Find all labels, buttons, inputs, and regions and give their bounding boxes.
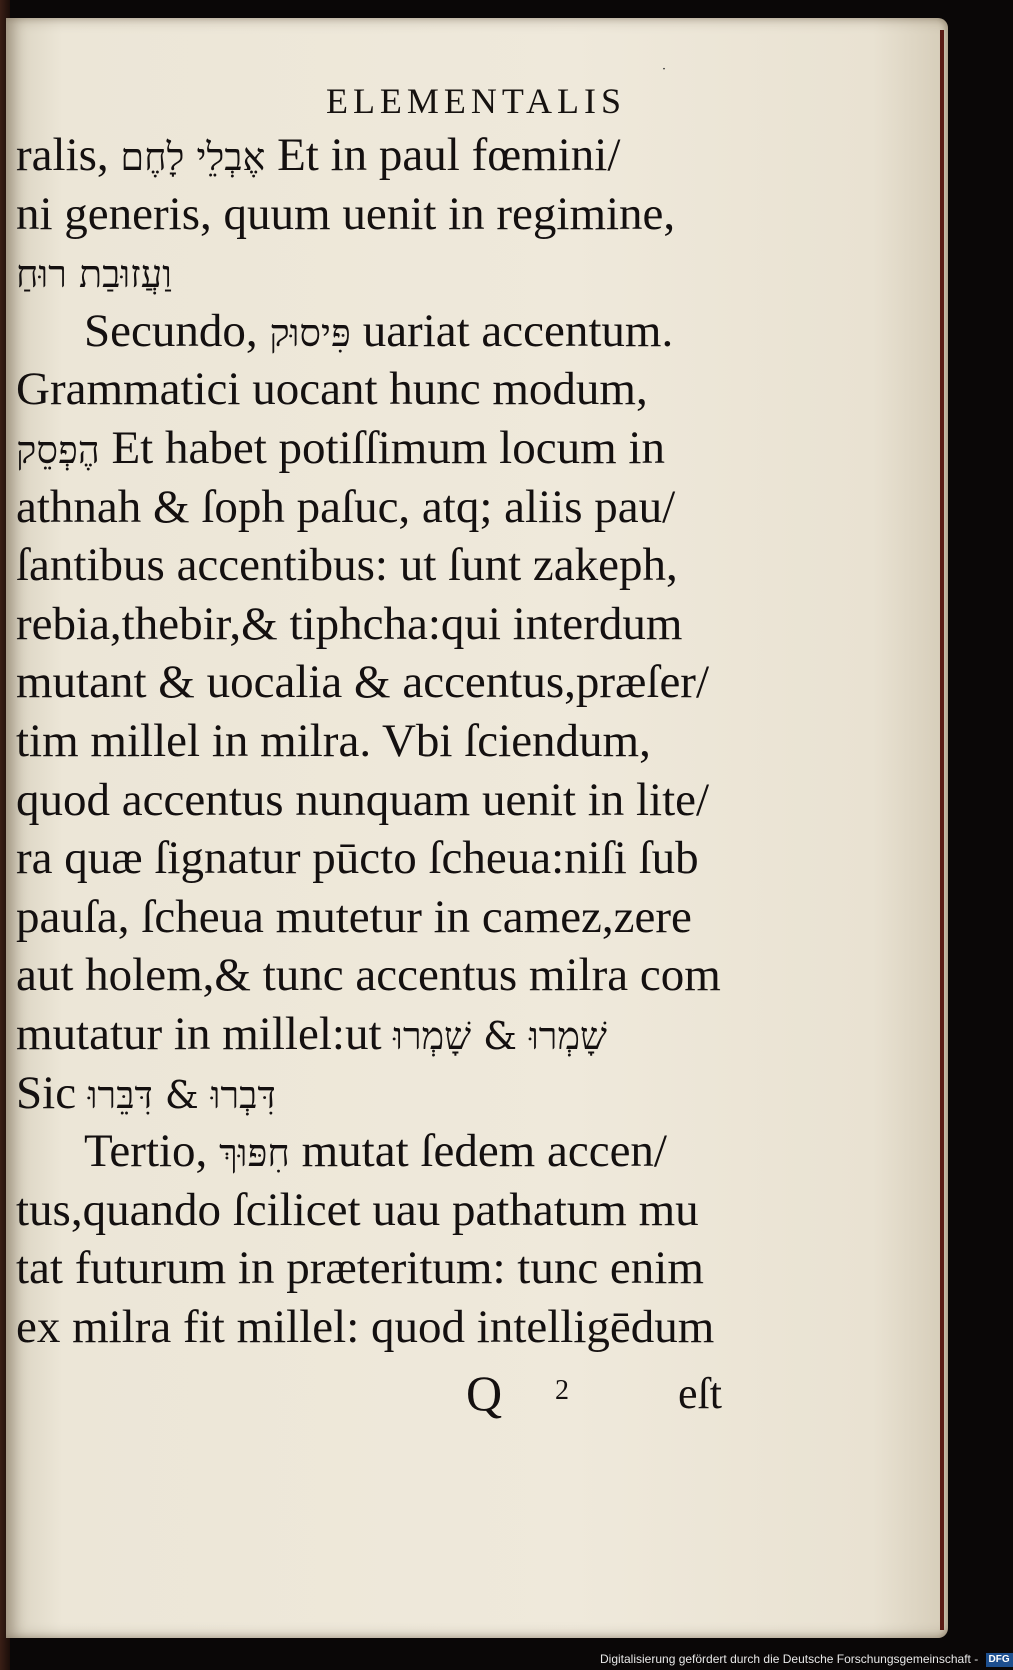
signature-number: 2 xyxy=(555,1375,569,1406)
text-line: athnah & ſoph paſuc, atq; aliis pau/ xyxy=(16,480,676,533)
body-text xyxy=(16,126,756,1356)
text-line: ſantibus accentibus: ut ſunt zakeph, xyxy=(16,539,678,592)
text-line: ni generis, quum uenit in regimine, xyxy=(16,187,676,240)
running-head: ELEMENTALIS xyxy=(325,81,627,121)
text-line: mutant & uocalia & accentus,præſer/ xyxy=(16,656,710,709)
digitization-credit xyxy=(600,1650,1010,1668)
text-line: הֶפְסֵק Et habet potiſſimum locum in xyxy=(16,421,665,474)
text-line: tus,quando ſcilicet uau pathatum mu xyxy=(16,1183,699,1236)
signature-mark: Q xyxy=(466,1365,503,1421)
text-line: Sic דִּבְרוּ & דִּבֵּרוּ xyxy=(16,1066,276,1119)
text-line: rebia,thebir,& tiphcha:qui interdum xyxy=(16,597,683,650)
text-line: quod accentus nunquam uenit in lite/ xyxy=(16,773,710,826)
credit-text: Digitalisierung gefördert durch die Deutsche Forschungsgemeinschaft - xyxy=(600,1652,982,1666)
text-line: pauſa, ſcheua mutetur in camez,zere xyxy=(16,890,692,943)
text-line: aut holem,& tunc accentus milra com xyxy=(16,949,721,1002)
dfg-logo-icon: DFG xyxy=(986,1653,1013,1667)
text-line: ralis, אֶבְלֵי לָחֶם Et in paul fœmini/ xyxy=(16,129,621,181)
page-edge xyxy=(940,30,944,1630)
text-line: tat futurum in præteritum: tunc enim xyxy=(16,1242,704,1295)
text-line: tim millel in milra. Vbi ſciendum, xyxy=(16,714,651,767)
text-line: וַעֲזוּבַת רוּחַ xyxy=(16,252,172,297)
catchword: eſt xyxy=(678,1369,722,1418)
text-line: mutatur in millel:ut שָׁמְרוּ & שָׁמְרוּ xyxy=(16,1007,607,1060)
text-line: ra quæ ſignatur pūcto ſcheua:niſi ſub xyxy=(16,832,699,885)
text-line: Grammatici uocant hunc modum, xyxy=(16,363,648,416)
text-line: Tertio, חִפּוּךְ mutat ſedem accen/ xyxy=(84,1125,667,1178)
text-line: ex milra fit millel: quod intelligēdum xyxy=(16,1300,715,1353)
text-line: Secundo, פִּיסוּק uariat accentum. xyxy=(84,304,674,357)
